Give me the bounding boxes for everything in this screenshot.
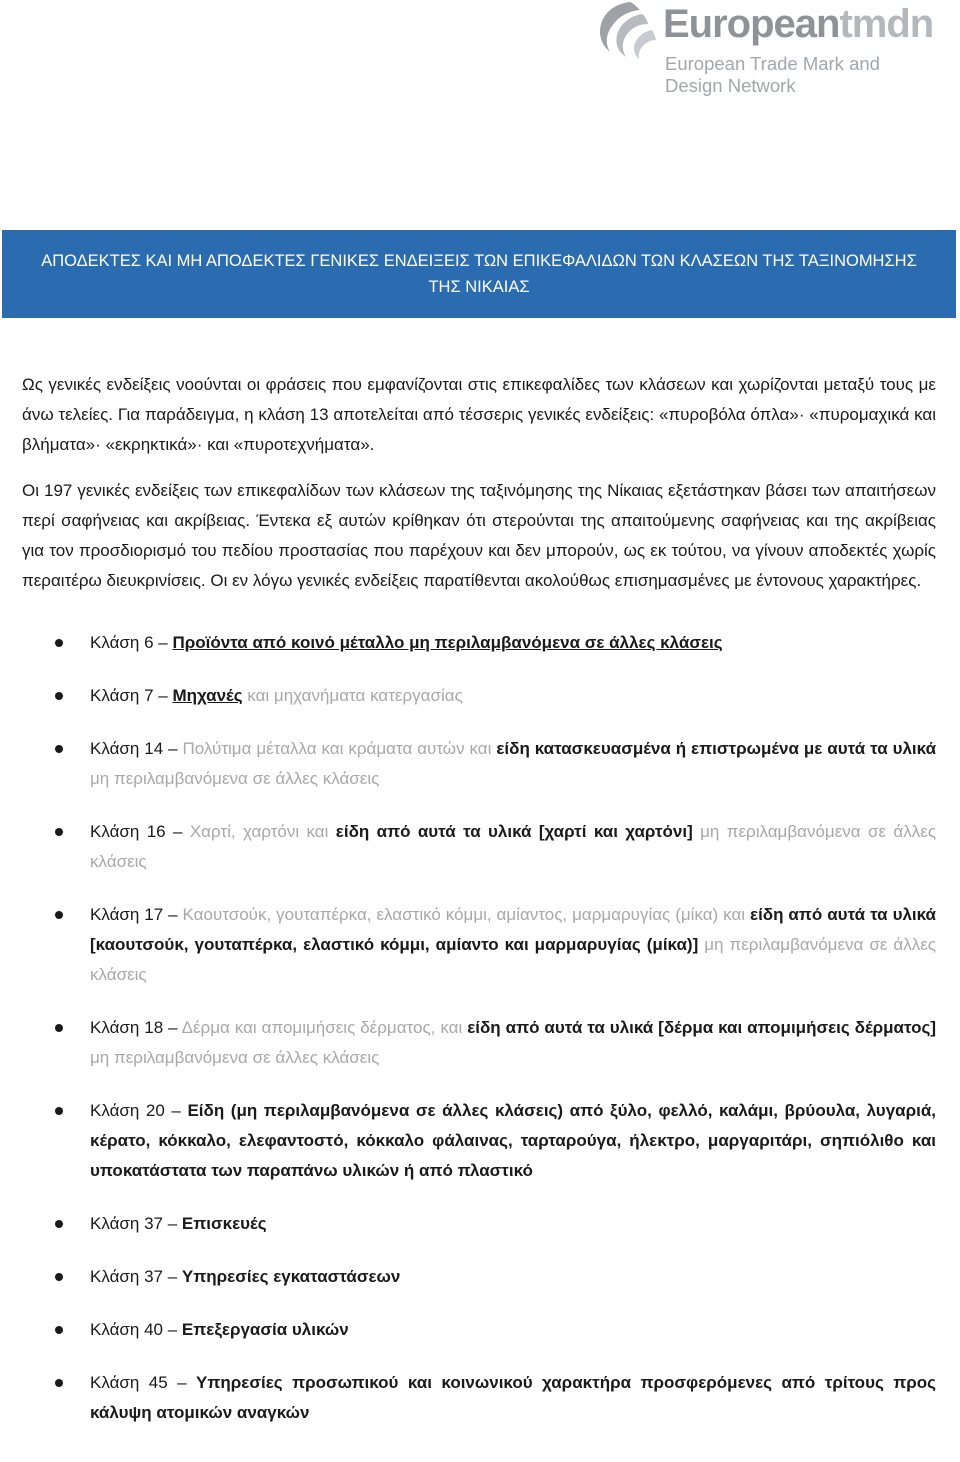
brand-subtitle-line-2: Design Network [665,75,796,96]
accepted-plain-term: μη περιλαμβανόμενα σε άλλες κλάσεις [90,935,936,984]
accepted-plain-term: και μηχανήματα κατεργασίας [242,686,463,705]
class-list-item [22,1262,936,1292]
class-label: Κλάση 40 – [90,1320,182,1339]
accepted-plain-term: μη περιλαμβανόμενα σε άλλες κλάσεις [90,1048,380,1067]
bullet-icon [55,1220,63,1228]
banner-title-line-2: ΤΗΣ ΝΙΚΑΙΑΣ [428,278,530,296]
brand-subtitle-line-1: European Trade Mark and [665,53,880,74]
document-body [22,370,936,1428]
bullet-icon [55,911,63,919]
class-list-item [22,817,936,877]
accepted-plain-term: μη περιλαμβανόμενα σε άλλες κλάσεις [90,769,380,788]
unclear-general-indication: είδη από αυτά τα υλικά [χαρτί και χαρτόνι] [335,822,693,841]
bullet-icon [55,745,63,753]
class-list [22,628,936,1428]
class-label: Κλάση 37 – [90,1214,182,1233]
class-label: Κλάση 14 – [90,739,183,758]
class-list-item [22,1096,936,1186]
unclear-general-indication: Επισκευές [181,1214,267,1233]
accepted-plain-term: Πολύτιμα μέταλλα και κράματα αυτών και [182,739,497,758]
unclear-general-indication: Επεξεργασία υλικών [181,1320,349,1339]
brand-name-part-1: European [663,2,840,46]
unclear-general-indication: Υπηρεσίες προσωπικού και κοινωνικού χαρακτήρα προσφερόμενες από τρίτους προς κάλυψη ατομικών αναγκών [90,1373,936,1422]
unclear-general-indication: Υπηρεσίες εγκαταστάσεων [181,1267,401,1286]
bullet-icon [55,1379,63,1387]
class-list-item [22,1013,936,1073]
class-list-item [22,628,936,658]
unclear-general-indication: είδη από αυτά τα υλικά [δέρμα και απομιμήσεις δέρματος] [467,1018,937,1037]
bullet-icon [55,828,63,836]
accepted-plain-term: Χαρτί, χαρτόνι και [189,822,336,841]
european-tmdn-logo [596,0,946,100]
intro-paragraph-1: Ως γενικές ενδείξεις νοούνται οι φράσεις που εμφανίζονται στις επικεφαλίδες των κλάσεων και χωρίζονται μεταξύ τους με άνω τελείες. Για παράδειγμα, η κλάση 13 αποτελείται από τέσσερις γενικές ενδείξεις: «πυροβόλα όπλα»· «πυρομαχικά και βλήματα»· «εκρηκτικά»· και «πυροτεχνήματα». [22,375,936,454]
banner-title-line-1: ΑΠΟΔΕΚΤΕΣ ΚΑΙ ΜΗ ΑΠΟΔΕΚΤΕΣ ΓΕΝΙΚΕΣ ΕΝΔΕΙΞΕΙΣ ΤΩΝ ΕΠΙΚΕΦΑΛΙΔΩΝ ΤΩΝ ΚΛΑΣΕΩΝ ΤΗΣ ΤΑΞΙΝΟΜΗΣΗΣ [41,252,917,270]
class-list-item [22,1315,936,1345]
unclear-general-indication: είδη κατασκευασμένα ή επιστρωμένα με αυτά τα υλικά [496,739,937,758]
class-label: Κλάση 20 – [90,1101,188,1120]
class-label: Κλάση 6 – [90,633,173,652]
bullet-icon [55,1107,63,1115]
class-label: Κλάση 18 – [90,1018,182,1037]
bullet-icon [55,639,63,647]
bullet-icon [55,1273,63,1281]
unclear-general-indication: είδη από αυτά τα υλικά [καουτσούκ, γουταπέρκα, ελαστικό κόμμι, αμίαντο και μαρμαρυγίας (μίκα)] [90,905,937,954]
unclear-general-indication: Προϊόντα από κοινό μέταλλο μη περιλαμβανόμενα σε άλλες κλάσεις [172,633,723,652]
class-list-item [22,734,936,794]
title-banner [2,230,956,318]
class-label: Κλάση 45 – [90,1373,197,1392]
accepted-plain-term: Καουτσούκ, γουταπέρκα, ελαστικό κόμμι, αμίαντος, μαρμαρυγίας (μίκα) και [182,905,750,924]
unclear-general-indication: Μηχανές [172,686,243,705]
class-list-item [22,681,936,711]
class-label: Κλάση 7 – [90,686,173,705]
brand-name [663,0,933,48]
bullet-icon [55,1024,63,1032]
class-list-item [22,1368,936,1428]
globe-swirl-icon [596,0,660,62]
class-list-item [22,1209,936,1239]
brand-name-part-2: tmdn [839,2,934,46]
unclear-general-indication: Είδη (μη περιλαμβανόμενα σε άλλες κλάσεις) από ξύλο, φελλό, καλάμι, βρύουλα, λυγαριά, κέρατο, κόκκαλο, ελεφαντοστό, κόκκαλο φάλαινας, ταρταρούγα, ήλεκτρο, μαργαριτάρι, σηπιόλιθο και υποκατάστατα των παραπάνω υλικών ή από πλαστικό [90,1101,937,1180]
bullet-icon [55,1326,63,1334]
accepted-plain-term: Δέρμα και απομιμήσεις δέρματος, και [181,1018,468,1037]
bullet-icon [55,692,63,700]
accepted-plain-term: μη περιλαμβανόμενα σε άλλες κλάσεις [90,822,937,871]
class-label: Κλάση 16 – [90,822,190,841]
class-list-item [22,900,936,990]
class-label: Κλάση 37 – [90,1267,182,1286]
intro-paragraph-2: Οι 197 γενικές ενδείξεις των επικεφαλίδων των κλάσεων της ταξινόμησης της Νίκαιας εξετάστηκαν βάσει των απαιτήσεων περί σαφήνειας και ακρίβειας. Έντεκα εξ αυτών κρίθηκαν ότι στερούνται της απαιτούμενης σαφήνειας και της ακρίβειας για τον προσδιορισμό του πεδίου προστασίας που παρέχουν και δεν μπορούν, ως εκ τούτου, να γίνουν αποδεκτές χωρίς περαιτέρω διευκρινίσεις. Οι εν λόγω γενικές ενδείξεις παρατίθενται ακολούθως επισημασμένες με έντονους χαρακτήρες. [22,481,936,590]
class-label: Κλάση 17 – [90,905,183,924]
brand-subtitle [665,53,880,97]
